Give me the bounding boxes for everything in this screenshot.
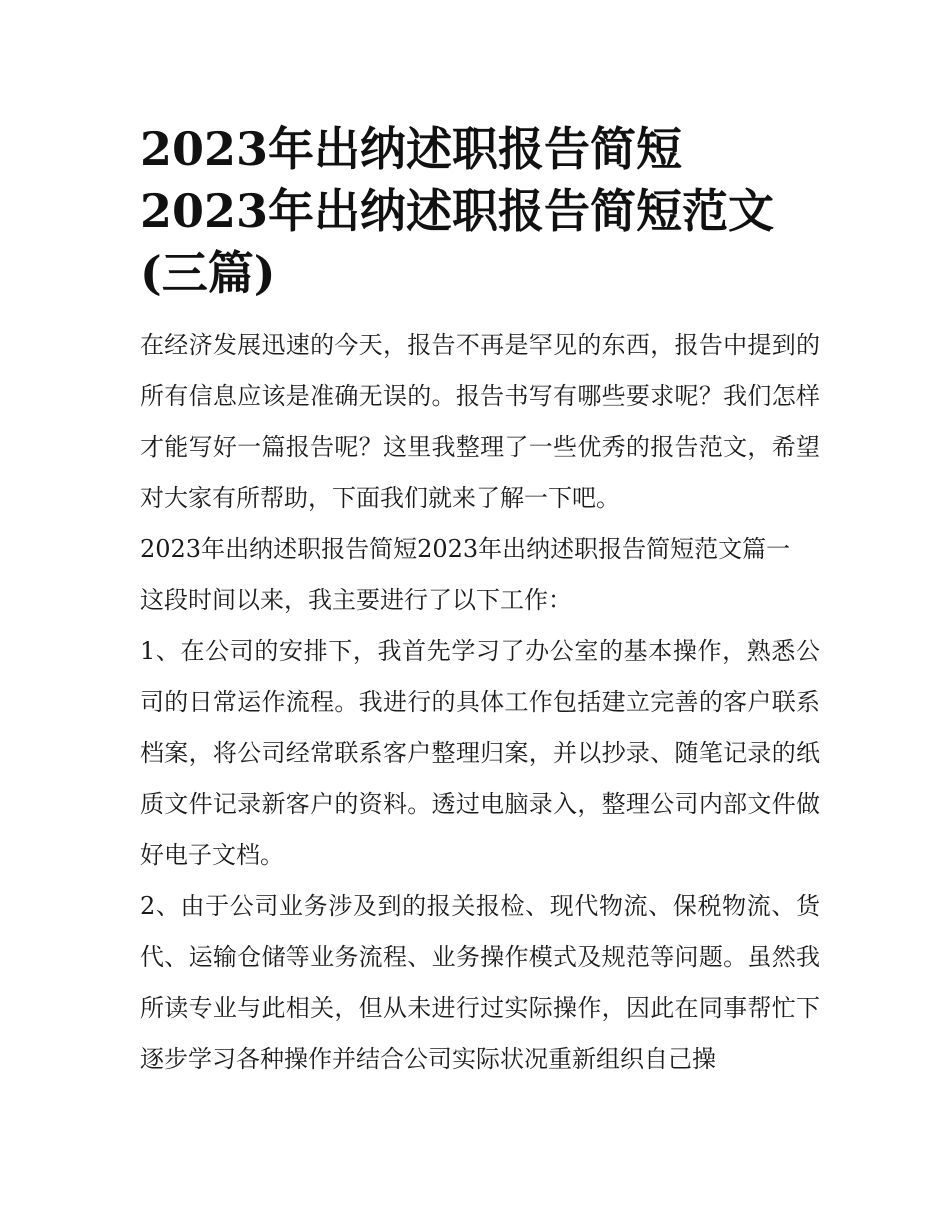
title-line-2: 2023年出纳述职报告简短范文 bbox=[140, 184, 775, 238]
document-body bbox=[140, 320, 820, 1085]
title-line-3: (三篇) bbox=[140, 246, 276, 300]
summary-paragraph: 这段时间以来，我主要进行了以下工作： bbox=[140, 586, 572, 614]
section-heading-paragraph: 2023年出纳述职报告简短2023年出纳述职报告简短范文篇一 bbox=[140, 535, 791, 563]
work-item-1-paragraph: 1、在公司的安排下，我首先学习了办公室的基本操作，熟悉公司的日常运作流程。我进行的具体工作包括建立完善的客户联系档案，将公司经常联系客户整理归案，并以抄录、随笔记录的纸质文件记录新客户的资料。透过电脑录入，整理公司内部文件做好电子文档。 bbox=[140, 637, 820, 869]
intro-paragraph: 在经济发展迅速的今天，报告不再是罕见的东西，报告中提到的所有信息应该是准确无误的。报告书写有哪些要求呢？我们怎样才能写好一篇报告呢？这里我整理了一些优秀的报告范文，希望对大家有所帮助，下面我们就来了解一下吧。 bbox=[140, 331, 820, 512]
document-content bbox=[140, 118, 820, 1085]
document-title bbox=[140, 118, 820, 304]
title-line-1: 2023年出纳述职报告简短 bbox=[140, 122, 683, 176]
work-item-2-paragraph: 2、由于公司业务涉及到的报关报检、现代物流、保税物流、货代、运输仓储等业务流程、业务操作模式及规范等问题。虽然我所读专业与此相关，但从未进行过实际操作，因此在同事帮忙下逐步学习各种操作并结合公司实际状况重新组织自己操 bbox=[140, 892, 820, 1073]
